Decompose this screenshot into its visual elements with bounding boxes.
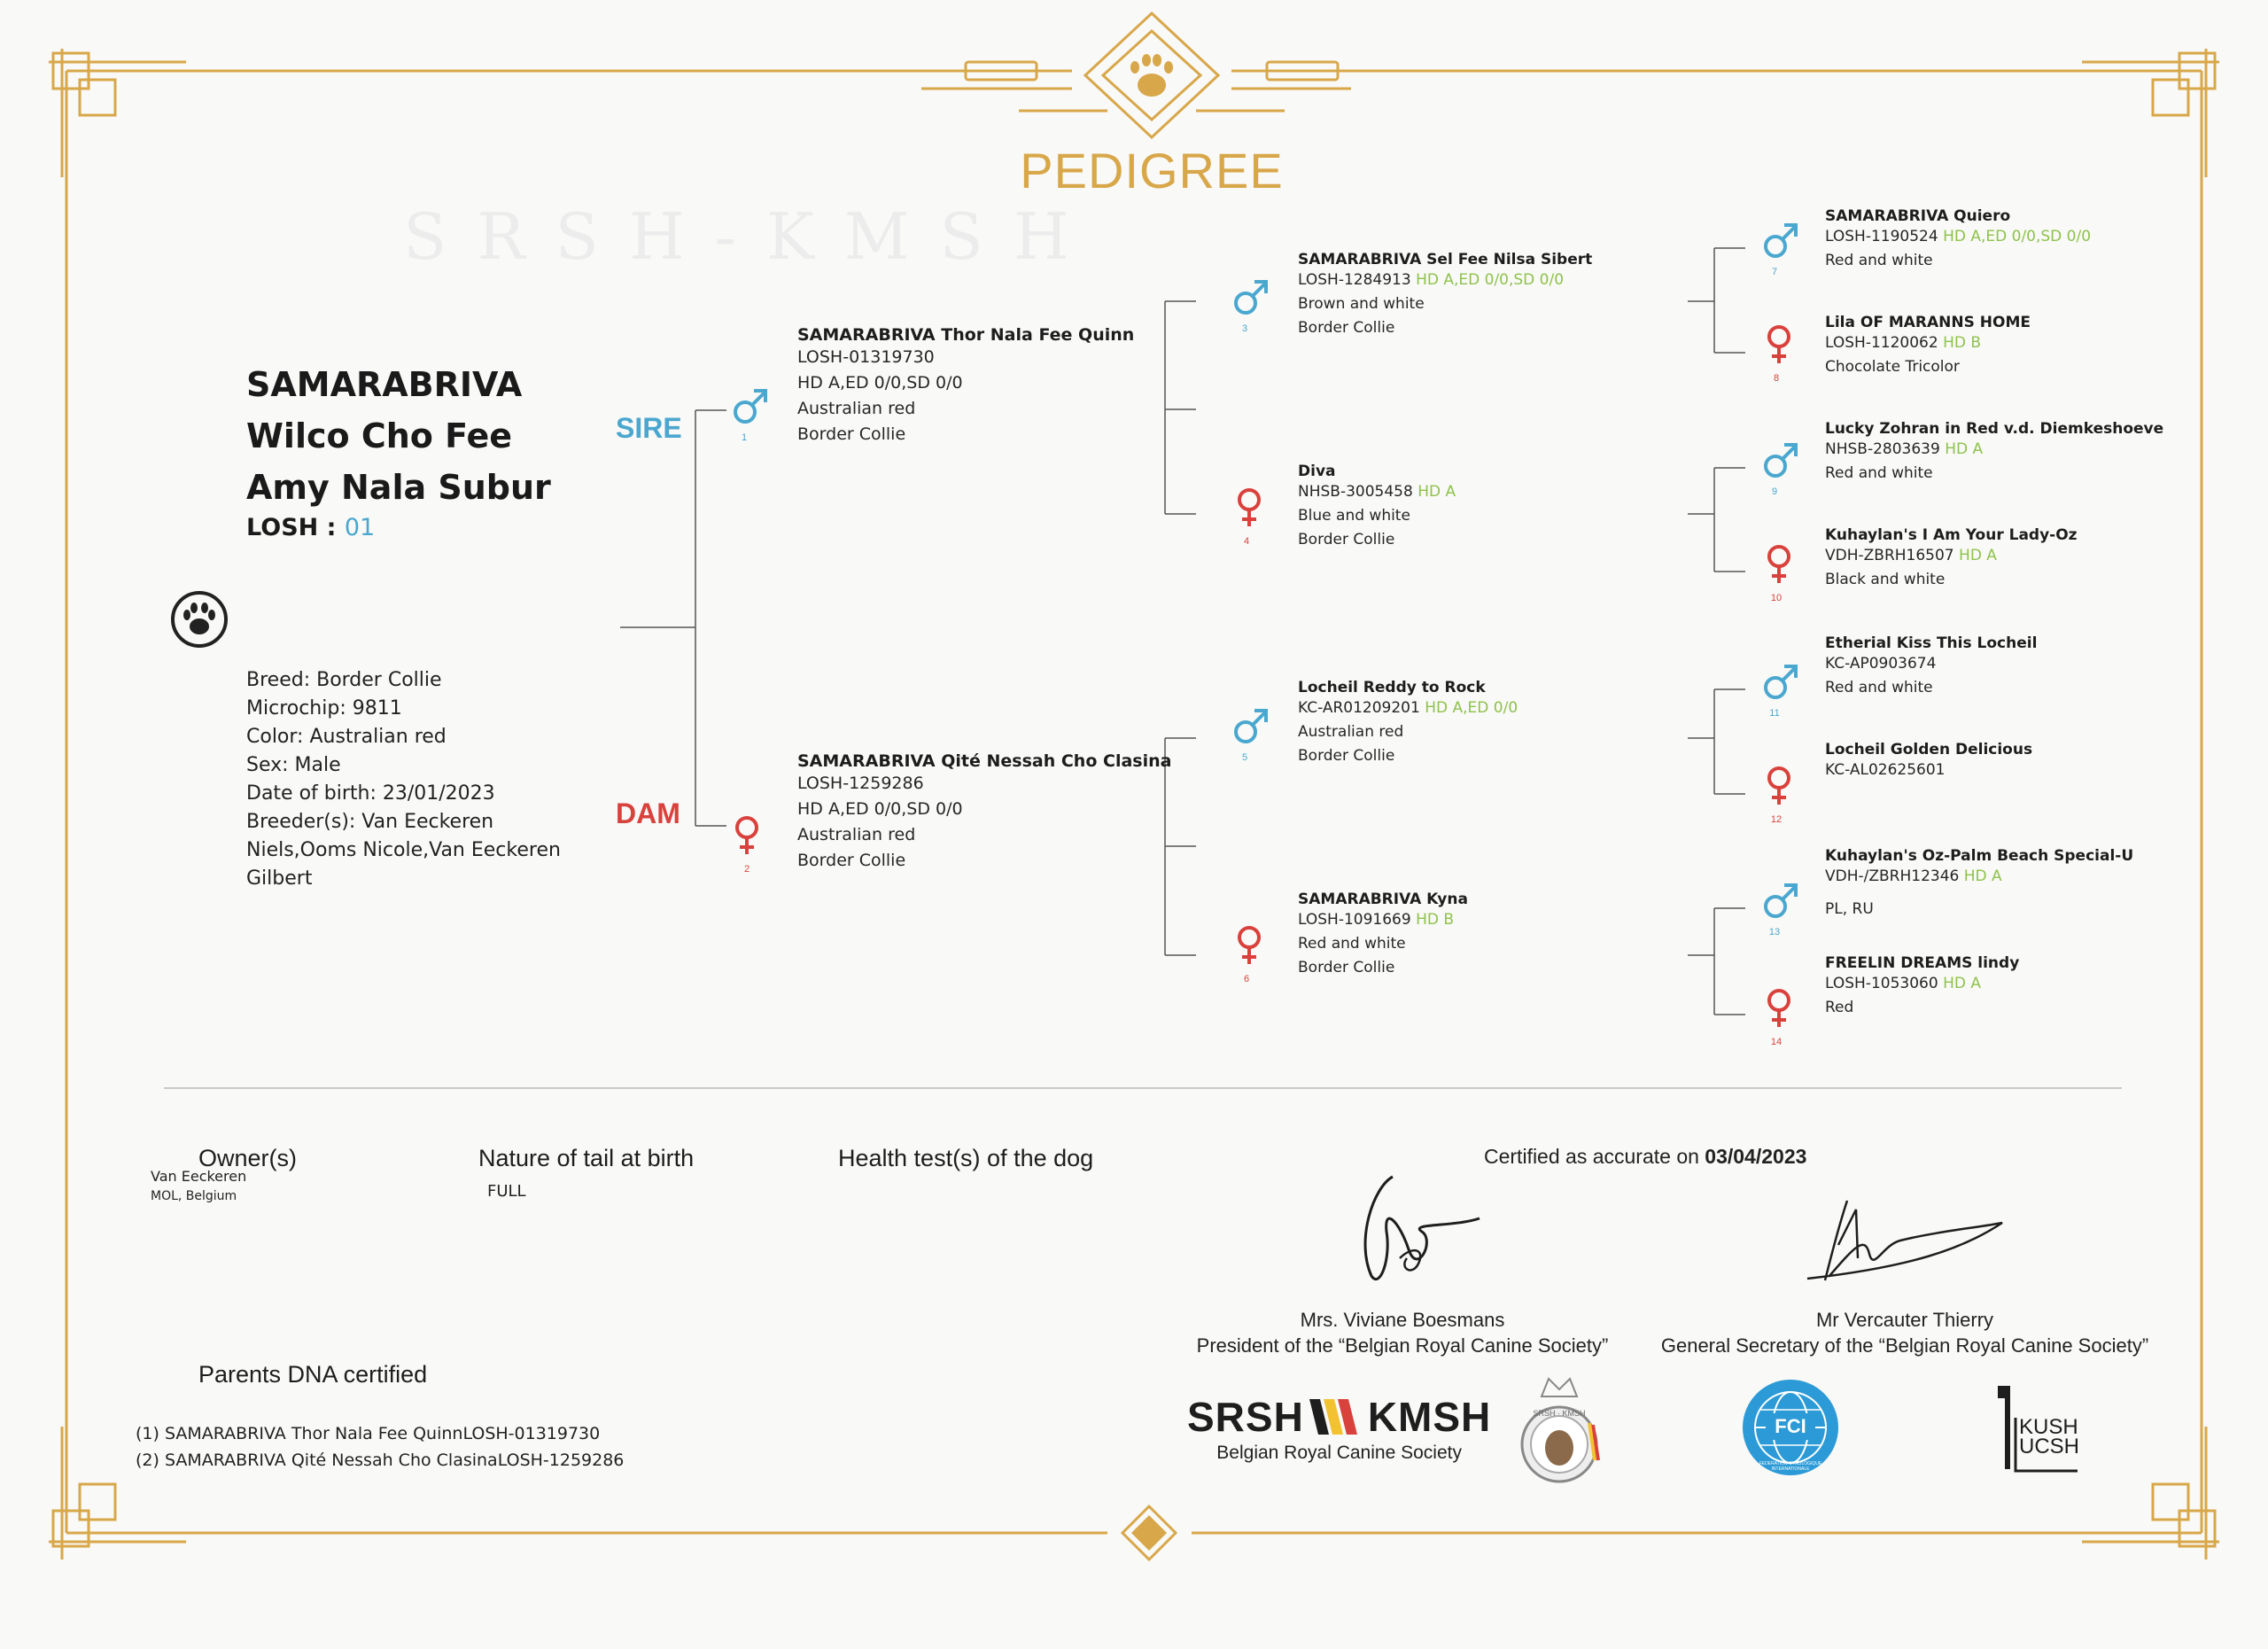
ancestor-number: 2 [743, 864, 750, 875]
ancestor-color: Red and white [1825, 252, 1933, 269]
female-symbol-icon [731, 813, 763, 860]
losh-value: 01 [344, 514, 376, 541]
signatory-2-name: Mr Vercauter Thierry [1815, 1309, 1994, 1331]
great-grandparent-7-info [1825, 207, 2091, 273]
ancestor-reg: KC-AP0903674 [1825, 655, 1937, 673]
great-grandparent-8-info [1825, 314, 2031, 379]
great-grandparent-12 [1763, 764, 1795, 825]
ancestor-health: HD A,ED 0/0,SD 0/0 [797, 373, 963, 393]
paw-icon [170, 590, 229, 649]
dog-name-line3: Amy Nala Subur [246, 468, 551, 507]
ancestor-breed: Border Collie [1298, 959, 1395, 976]
grandparent-5 [1231, 705, 1270, 763]
ancestor-number: 3 [1241, 323, 1248, 334]
logo-srsh: SRSH [1187, 1394, 1304, 1440]
ancestor-name: Kuhaylan's I Am Your Lady-Oz [1825, 526, 2078, 544]
male-symbol-icon [1231, 276, 1270, 319]
signatory-1 [1172, 1307, 1633, 1358]
ancestor-number: 8 [1773, 373, 1780, 384]
ancestor-reg: LOSH-1284913 [1298, 271, 1411, 289]
kush-top: KUSH [2019, 1415, 2078, 1439]
breeder-line1: Breeder(s): Van Eeckeren [246, 811, 494, 833]
ancestor-reg: LOSH-1190524 [1825, 228, 1938, 245]
male-symbol-icon [1761, 880, 1800, 922]
date-of-birth: Date of birth: 23/01/2023 [246, 782, 495, 805]
color: Color: Australian red [246, 726, 447, 748]
tricolor-stripes-icon [1308, 1397, 1364, 1436]
parent-dam-info [797, 751, 1171, 874]
ancestor-health: HD A [1943, 975, 1981, 992]
fci-logo [1741, 1378, 1840, 1482]
ancestor-reg: KC-AR01209201 [1298, 699, 1420, 717]
ancestor-breed: Border Collie [797, 424, 906, 444]
male-symbol-icon [1231, 705, 1270, 748]
dog-name [246, 359, 551, 513]
crown-seal-icon [1515, 1372, 1604, 1487]
breeder-line2: Niels,Ooms Nicole,Van Eeckeren [246, 839, 561, 861]
ancestor-color: Australian red [1298, 723, 1404, 741]
sex: Sex: Male [246, 754, 341, 776]
female-symbol-icon [1233, 923, 1265, 969]
ancestor-health: HD A [1959, 547, 1997, 564]
ancestor-number: 1 [741, 432, 748, 443]
ancestor-reg: LOSH-1053060 [1825, 975, 1938, 992]
kush-text [2019, 1415, 2080, 1458]
ancestor-number: 10 [1770, 593, 1783, 603]
breed: Breed: Border Collie [246, 669, 442, 691]
certified-prefix: Certified as accurate on [1484, 1145, 1699, 1168]
ancestor-health: HD A,ED 0/0,SD 0/0 [797, 799, 963, 819]
logo-kmsh: KMSH [1367, 1394, 1492, 1440]
ancestor-reg: KC-AL02625601 [1825, 761, 1946, 779]
ancestor-color: Red [1825, 999, 1854, 1016]
ancestor-reg: LOSH-1120062 [1825, 334, 1938, 352]
ancestor-number: 11 [1769, 708, 1780, 719]
breeder-line3: Gilbert [246, 867, 313, 890]
losh-label: LOSH : [246, 514, 337, 541]
ancestor-name: Lila OF MARANNS HOME [1825, 314, 2031, 331]
dog-name-line2: Wilco Cho Fee [246, 416, 513, 455]
ancestor-breed: Border Collie [1298, 531, 1395, 548]
dna-entry-1: (1) SAMARABRIVA Thor Nala Fee QuinnLOSH-01319730 [136, 1424, 601, 1443]
dog-name-line1: SAMARABRIVA [246, 365, 523, 404]
seal-text: SRSH · KMSH [1533, 1409, 1586, 1418]
ancestor-color: Australian red [797, 825, 916, 844]
ancestor-reg: VDH-/ZBRH12346 [1825, 867, 1960, 885]
great-grandparent-9-info [1825, 420, 2163, 486]
ancestor-health: HD B [1943, 334, 1982, 352]
female-symbol-icon [1233, 486, 1265, 532]
fci-ring-text: FEDERATION CYNOLOGIQUE INTERNATIONALE [1759, 1461, 1822, 1472]
female-symbol-icon [1763, 986, 1795, 1032]
ancestor-name: SAMARABRIVA Thor Nala Fee Quinn [797, 325, 1135, 345]
ancestor-number: 5 [1241, 752, 1248, 763]
female-symbol-icon [1763, 323, 1795, 369]
signatory-1-title: President of the “Belgian Royal Canine Society” [1196, 1334, 1609, 1357]
signatory-1-name: Mrs. Viviane Boesmans [1300, 1309, 1505, 1331]
grandparent-4 [1233, 486, 1265, 547]
male-symbol-icon [1761, 439, 1800, 482]
great-grandparent-13 [1761, 880, 1800, 937]
ancestor-name: Etherial Kiss This Locheil [1825, 634, 2038, 652]
dog-details [246, 666, 561, 893]
grandparent-4-info [1298, 463, 1456, 552]
female-symbol-icon [1763, 542, 1795, 588]
owner-location: MOL, Belgium [151, 1189, 237, 1203]
tail-header: Nature of tail at birth [478, 1145, 695, 1171]
sire-label: SIRE [616, 412, 682, 444]
ancestor-color: Black and white [1825, 571, 1946, 588]
ancestor-name: Diva [1298, 463, 1336, 480]
ancestor-health: HD A [1418, 483, 1456, 501]
ancestor-number: 13 [1768, 927, 1781, 937]
great-grandparent-11-info [1825, 634, 2037, 700]
dam-label: DAM [616, 797, 680, 829]
female-symbol-icon [1763, 764, 1795, 810]
ancestor-color: Brown and white [1298, 295, 1425, 313]
ancestor-name: SAMARABRIVA Quiero [1825, 207, 2011, 225]
kush-ucsh-logo [1980, 1381, 2086, 1482]
ancestor-color: Chocolate Tricolor [1825, 358, 1960, 376]
ancestor-health: HD A,ED 0/0,SD 0/0 [1416, 271, 1565, 289]
ancestor-number: 6 [1243, 974, 1250, 984]
ancestor-name: SAMARABRIVA Qité Nessah Cho Clasina [797, 751, 1172, 771]
ancestor-number: 12 [1770, 814, 1783, 825]
ancestor-color: PL, RU [1825, 900, 1874, 918]
dog-losh [246, 514, 375, 541]
grandparent-6 [1233, 923, 1265, 984]
dna-list [136, 1420, 624, 1474]
great-grandparent-14 [1763, 986, 1795, 1047]
signatory-2 [1643, 1307, 2166, 1358]
parent-sire-info [797, 325, 1134, 447]
ancestor-breed: Border Collie [797, 851, 906, 870]
ancestor-reg: LOSH-01319730 [797, 347, 935, 367]
great-grandparent-10 [1763, 542, 1795, 603]
male-symbol-icon [1761, 220, 1800, 262]
royal-seal [1515, 1372, 1604, 1487]
microchip: Microchip: 9811 [246, 697, 402, 719]
ancestor-name: Locheil Golden Delicious [1825, 741, 2033, 758]
great-grandparent-11 [1761, 661, 1800, 719]
great-grandparent-12-info [1825, 741, 2032, 782]
ancestor-color: Red and white [1825, 679, 1933, 696]
ancestor-number: 4 [1243, 536, 1250, 547]
great-grandparent-10-info [1825, 526, 2078, 592]
ancestor-name: Locheil Reddy to Rock [1298, 679, 1486, 696]
male-symbol-icon [731, 385, 770, 428]
dna-header: Parents DNA certified [198, 1361, 428, 1388]
parent-sire [731, 385, 770, 443]
ancestor-name: SAMARABRIVA Sel Fee Nilsa Sibert [1298, 251, 1593, 268]
ancestor-reg: VDH-ZBRH16507 [1825, 547, 1954, 564]
srsh-kmsh-logo [1187, 1393, 1491, 1464]
ancestor-breed: Border Collie [1298, 747, 1395, 765]
grandparent-3-info [1298, 251, 1592, 340]
ancestor-reg: LOSH-1259286 [797, 774, 924, 793]
ancestor-name: Kuhaylan's Oz-Palm Beach Special-U [1825, 847, 2134, 865]
ancestor-health: HD A,ED 0/0 [1425, 699, 1518, 717]
fci-label: FCI [1766, 1413, 1815, 1440]
ancestor-reg: NHSB-3005458 [1298, 483, 1413, 501]
great-grandparent-7 [1761, 220, 1800, 277]
ancestor-name: Lucky Zohran in Red v.d. Diemkeshoeve [1825, 420, 2164, 438]
pedigree-title: PEDIGREE [1020, 143, 1284, 198]
health-header: Health test(s) of the dog [838, 1145, 1094, 1171]
ancestor-color: Blue and white [1298, 507, 1410, 525]
kush-bottom: UCSH [2019, 1435, 2080, 1458]
ancestor-color: Australian red [797, 399, 916, 418]
great-grandparent-8 [1763, 323, 1795, 384]
ancestor-breed: Border Collie [1298, 319, 1395, 337]
grandparent-5-info [1298, 679, 1518, 768]
ancestor-health: HD A [1963, 867, 2002, 885]
ancestor-reg: LOSH-1091669 [1298, 911, 1411, 929]
owner-name: Van Eeckeren [151, 1168, 247, 1185]
ancestor-number: 14 [1770, 1037, 1783, 1047]
great-grandparent-9 [1761, 439, 1800, 497]
signature-vercauter [1803, 1192, 2007, 1294]
male-symbol-icon [1761, 661, 1800, 704]
signatory-2-title: General Secretary of the “Belgian Royal Canine Society” [1660, 1334, 2149, 1357]
ancestor-name: FREELIN DREAMS lindy [1825, 954, 2020, 972]
ancestor-color: Red and white [1825, 464, 1933, 482]
grandparent-3 [1231, 276, 1270, 334]
owners-header: Owner(s) [198, 1145, 298, 1171]
dna-entry-2: (2) SAMARABRIVA Qité Nessah Cho ClasinaLOSH-1259286 [136, 1451, 625, 1470]
grandparent-6-info [1298, 891, 1468, 980]
tail-value: FULL [487, 1182, 526, 1201]
certified-line [1484, 1145, 1806, 1169]
great-grandparent-13-info [1825, 847, 2133, 922]
ancestor-name: SAMARABRIVA Kyna [1298, 891, 1468, 908]
parent-dam [731, 813, 763, 875]
great-grandparent-14-info [1825, 954, 2019, 1020]
watermark: SRSH-KMSH [403, 199, 1099, 274]
ancestor-health: HD B [1416, 911, 1455, 929]
certified-date: 03/04/2023 [1705, 1145, 1807, 1168]
logo-subtitle: Belgian Royal Canine Society [1216, 1443, 1462, 1463]
ancestor-color: Red and white [1298, 935, 1406, 953]
ancestor-number: 9 [1771, 486, 1778, 497]
signature-boesmans [1338, 1170, 1488, 1294]
ancestor-reg: NHSB-2803639 [1825, 440, 1940, 458]
ancestor-health: HD A,ED 0/0,SD 0/0 [1943, 228, 2092, 245]
ancestor-number: 7 [1771, 267, 1778, 277]
ancestor-health: HD A [1945, 440, 1984, 458]
